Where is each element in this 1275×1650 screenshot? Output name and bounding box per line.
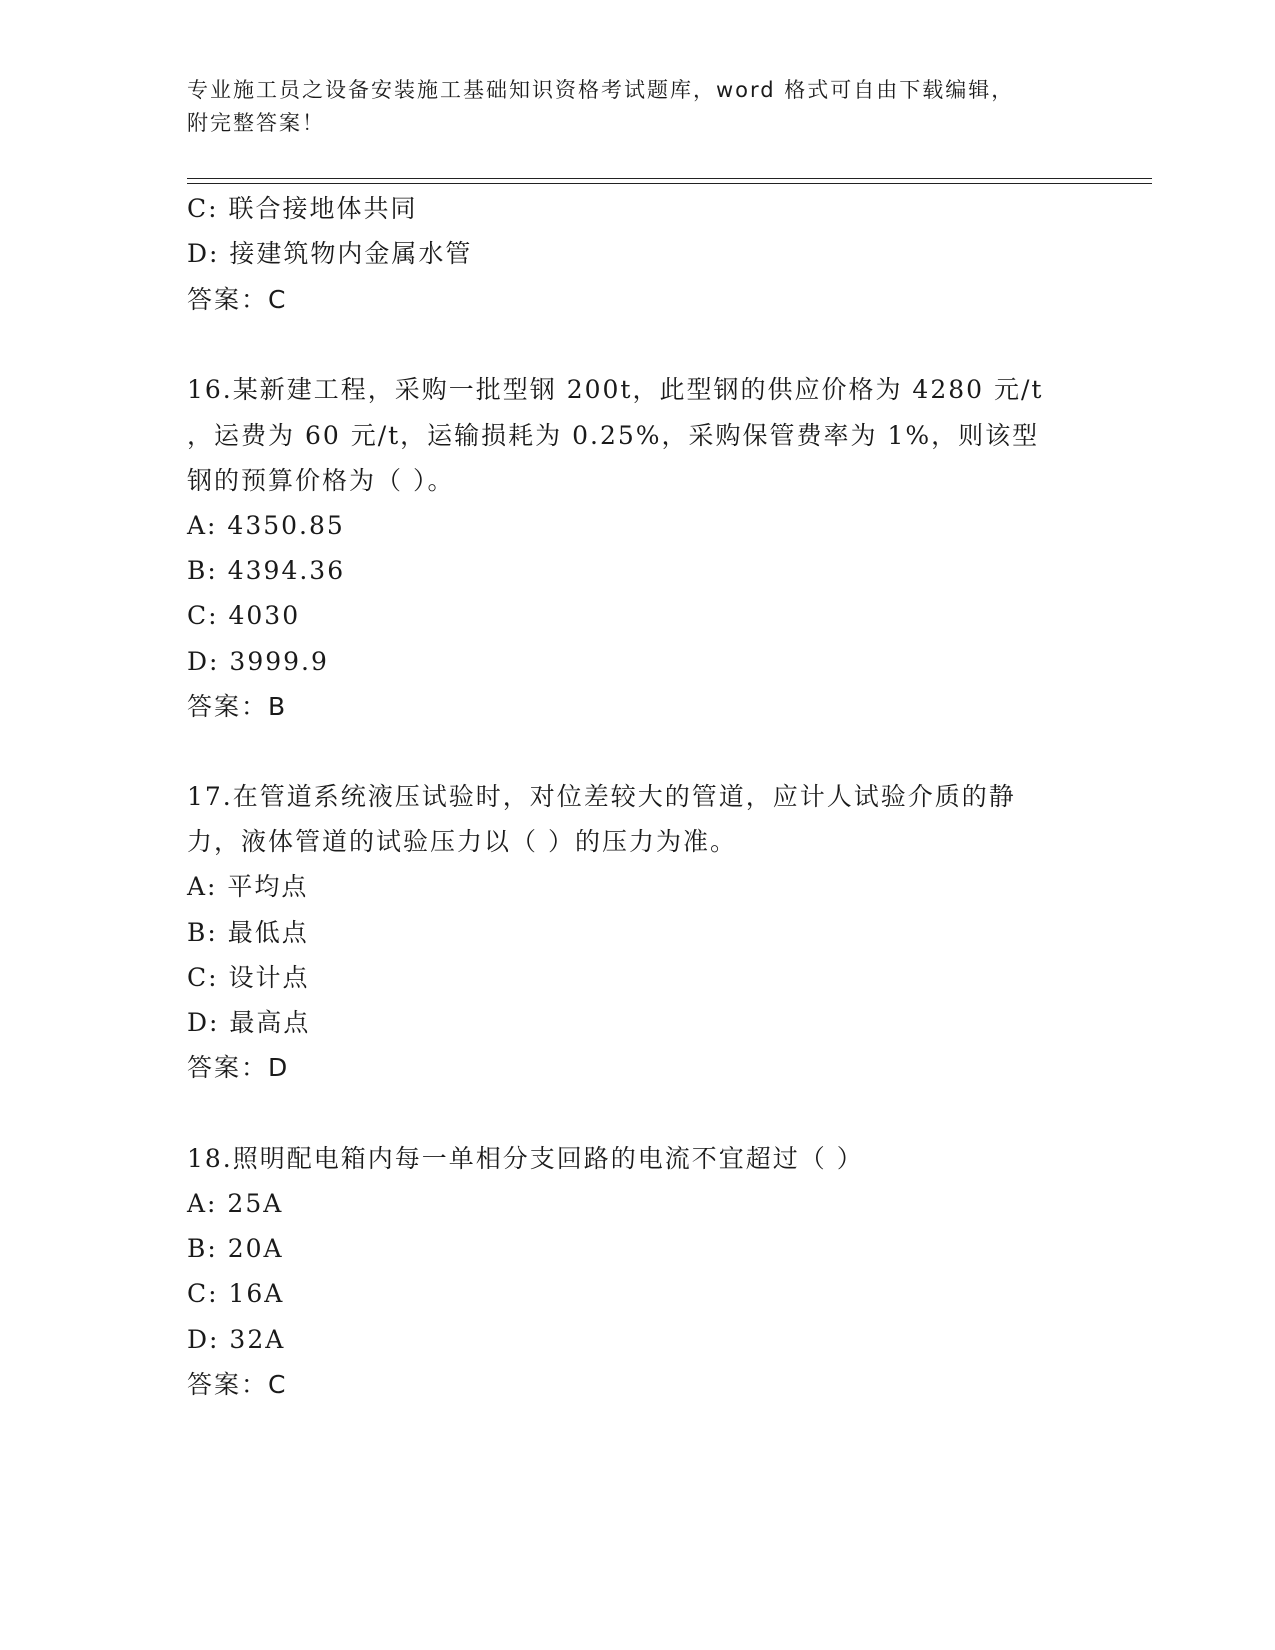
q17-stem-line-1: 17.在管道系统液压试验时，对位差较大的管道，应计人试验介质的静: [187, 782, 1016, 811]
q16-option-b: B: 4394.36: [187, 556, 346, 585]
q18-answer: 答案：C: [187, 1370, 288, 1399]
q16-stem-line-1: 16.某新建工程，采购一批型钢 200t，此型钢的供应价格为 4280 元/t: [187, 375, 1044, 404]
q16-option-d: D: 3999.9: [187, 647, 329, 676]
q16-answer: 答案：B: [187, 692, 288, 721]
q18-option-d: D: 32A: [187, 1325, 286, 1354]
document-header: [187, 74, 1087, 140]
q16-option-a: A: 4350.85: [187, 511, 345, 540]
q18-stem-line-1: 18.照明配电箱内每一单相分支回路的电流不宜超过（ ）: [187, 1144, 864, 1173]
header-line-2: 附完整答案！: [187, 111, 325, 135]
header-divider-top: [187, 178, 1152, 179]
header-line-1: 专业施工员之设备安装施工基础知识资格考试题库，word 格式可自由下载编辑，: [187, 78, 1015, 102]
q16-stem-line-2: ，运费为 60 元/t，运输损耗为 0.25%，采购保管费率为 1%，则该型: [187, 421, 1040, 450]
q16-option-c: C: 4030: [187, 601, 301, 630]
q15-answer: 答案：C: [187, 285, 288, 314]
q17-option-a: A: 平均点: [187, 872, 309, 901]
q17-stem-line-2: 力，液体管道的试验压力以（ ）的压力为准。: [187, 827, 737, 856]
q18-option-a: A: 25A: [187, 1189, 284, 1218]
q18-option-b: B: 20A: [187, 1234, 284, 1263]
q17-option-b: B: 最低点: [187, 918, 309, 947]
q15-option-d: D: 接建筑物内金属水管: [187, 239, 473, 268]
q17-option-d: D: 最高点: [187, 1008, 311, 1037]
q16-stem-line-3: 钢的预算价格为（ ）。: [187, 466, 455, 495]
q15-option-c: C: 联合接地体共同: [187, 194, 418, 223]
q18-option-c: C: 16A: [187, 1279, 285, 1308]
q17-answer: 答案：D: [187, 1053, 290, 1082]
q17-option-c: C: 设计点: [187, 963, 310, 992]
header-divider-bottom: [187, 183, 1152, 184]
